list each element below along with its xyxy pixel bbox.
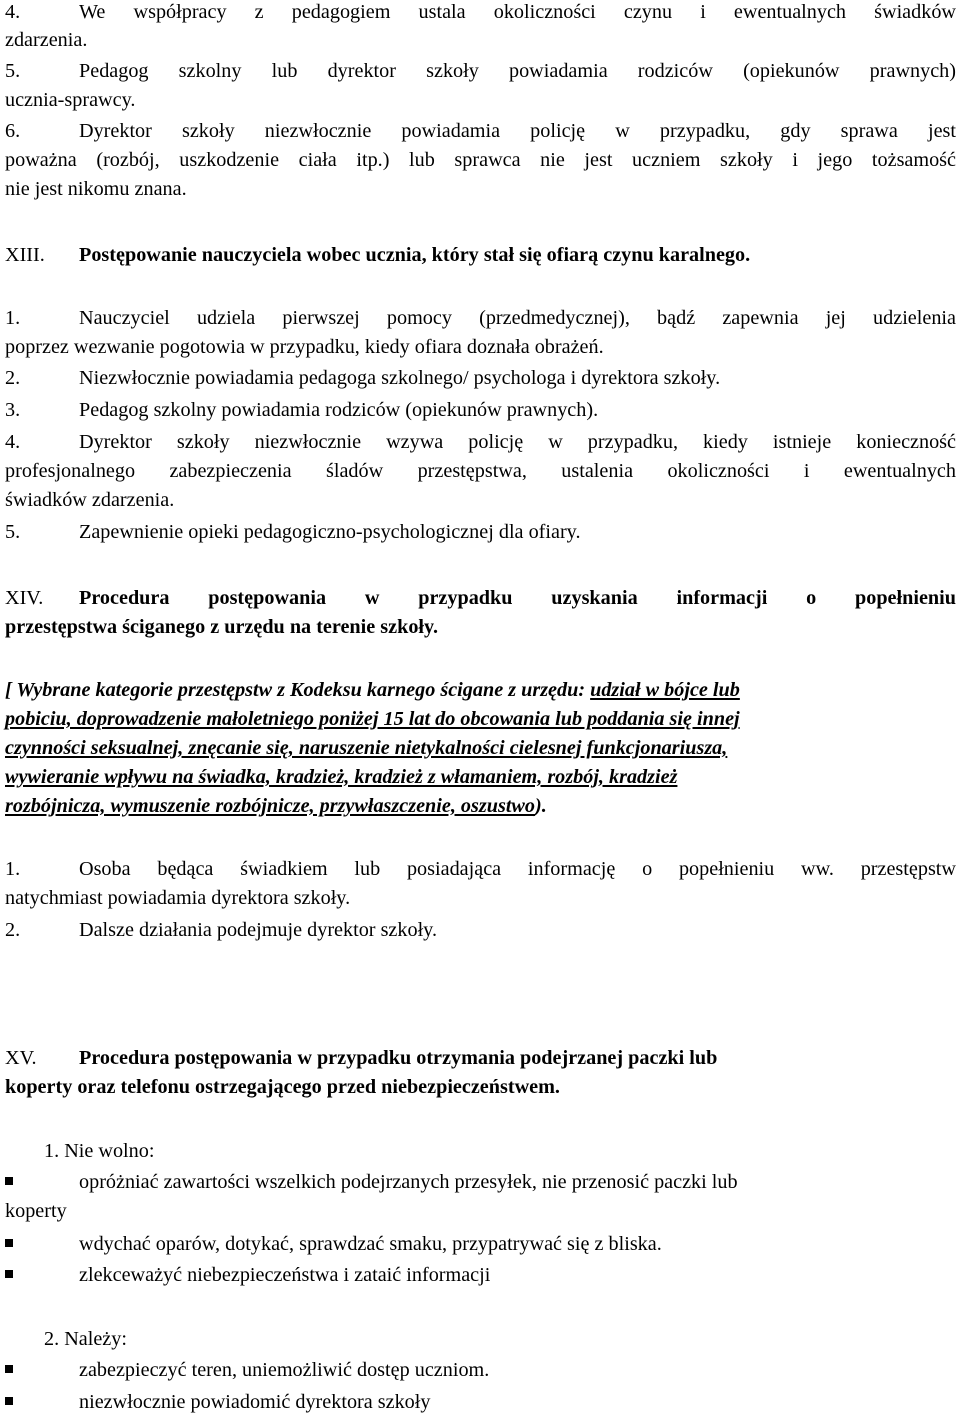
xiii-item-3: 3. Pedagog szkolny powiadamia rodziców (opiekunów prawnych). [5,396,956,424]
square-bullet-icon [5,1365,13,1373]
forbidden-item-2: wdychać oparów, dotykać, sprawdzać smaku, przypatrywać się z bliska. [5,1230,956,1258]
item-number: 1. [5,307,21,329]
square-bullet-icon [5,1270,13,1278]
crime-categories-note-line-3: czynności seksualnej, znęcanie się, naruszenie nietykalności cielesnej funkcjonariusza, [5,737,728,759]
xiii-item-1-line-1: 1. Nauczyciel udziela pierwszej pomocy (przedmedycznej), bądź zapewnia jej udzielenia [5,304,956,332]
item-number: 2. [5,367,21,389]
item-number: 4. [5,1,21,23]
required-list-title: 2. Należy: [44,1328,127,1350]
section-roman-numeral: XV. [5,1047,37,1069]
xiv-item-1-line-1: 1. Osoba będąca świadkiem lub posiadająca informację o popełnieniu ww. przestępstw [5,855,956,883]
item-number: 2. [5,919,21,941]
crime-categories-note-line-5: rozbójnicza, wymuszenie rozbójnicze, przywłaszczenie, oszustwo). [5,795,547,817]
xiii-item-1-line-2: poprzez wezwanie pogotowia w przypadku, kiedy ofiara doznała obrażeń. [5,336,604,358]
square-bullet-icon [5,1177,13,1185]
xii-item-4-line-1: 4. We współpracy z pedagogiem ustala okoliczności czynu i ewentualnych świadków [5,0,956,26]
xii-item-4-line-2: zdarzenia. [5,29,88,51]
section-xiv-heading-line-2: przestępstwa ściganego z urzędu na terenie szkoły. [5,616,439,638]
section-title: Postępowanie nauczyciela wobec ucznia, który stał się ofiarą czynu karalnego. [79,244,751,266]
crime-categories-note-line-2: pobiciu, doprowadzenie małoletniego poniżej 15 lat do obcowania lub poddania się innej [5,708,740,730]
crime-categories-note-line-4: wywieranie wpływu na świadka, kradzież, kradzież z włamaniem, rozbój, kradzież [5,766,678,788]
section-title: Procedura postępowania w przypadku uzyskania informacji o popełnieniu [79,587,956,609]
xiii-item-4-line-2: profesjonalnego zabezpieczenia śladów przestępstwa, ustalenia okoliczności i ewentualnych [5,460,956,482]
section-xiv-heading-line-1 [5,584,956,612]
xiii-item-4-line-1: 4. Dyrektor szkoły niezwłocznie wzywa policję w przypadku, kiedy istnieje konieczność [5,428,956,456]
square-bullet-icon [5,1397,13,1405]
xii-item-5-line-1: 5. Pedagog szkolny lub dyrektor szkoły powiadamia rodziców (opiekunów prawnych) [5,57,956,85]
square-bullet-icon [5,1239,13,1247]
required-item-1: zabezpieczyć teren, uniemożliwić dostęp uczniom. [5,1356,956,1384]
xiii-item-5: 5. Zapewnienie opieki pedagogiczno-psychologicznej dla ofiary. [5,518,956,546]
xiv-item-1-line-2: natychmiast powiadamia dyrektora szkoły. [5,887,351,909]
section-roman-numeral: XIII. [5,244,45,266]
section-title: Procedura postępowania w przypadku otrzymania podejrzanej paczki lub [79,1047,718,1069]
section-xv-heading-line-2: koperty oraz telefonu ostrzegającego przed niebezpieczeństwem. [5,1076,560,1098]
xiv-item-2: 2. Dalsze działania podejmuje dyrektor szkoły. [5,916,956,944]
forbidden-list-title: 1. Nie wolno: [44,1140,155,1162]
section-roman-numeral: XIV. [5,587,44,609]
xii-item-5-line-2: ucznia-sprawcy. [5,89,136,111]
required-item-2: niezwłocznie powiadomić dyrektora szkoły [5,1388,956,1416]
item-number: 6. [5,120,21,142]
xii-item-6-line-3: nie jest nikomu znana. [5,178,187,200]
item-number: 1. [5,858,21,880]
crime-categories-note-line-1: [ Wybrane kategorie przestępstw z Kodeksu karnego ścigane z urzędu: udział w bójce lub [5,679,740,701]
section-xv-heading-line-1 [5,1044,956,1072]
forbidden-item-3: zlekceważyć niebezpieczeństwa i zataić informacji [5,1261,956,1289]
xii-item-6-line-2: poważna (rozbój, uszkodzenie ciała itp.) lub sprawca nie jest uczniem szkoły i jego tożsamość [5,149,956,171]
item-number: 5. [5,60,21,82]
item-number: 3. [5,399,21,421]
xiii-item-2: 2. Niezwłocznie powiadamia pedagoga szkolnego/ psychologa i dyrektora szkoły. [5,364,956,392]
xii-item-6-line-1: 6. Dyrektor szkoły niezwłocznie powiadamia policję w przypadku, gdy sprawa jest [5,117,956,145]
item-number: 4. [5,431,21,453]
forbidden-item-1-line-2: koperty [5,1200,67,1222]
item-number: 5. [5,521,21,543]
section-xiii-heading [5,241,956,269]
forbidden-item-1-line-1: opróżniać zawartości wszelkich podejrzanych przesyłek, nie przenosić paczki lub [5,1168,956,1196]
xiii-item-4-line-3: świadków zdarzenia. [5,489,175,511]
